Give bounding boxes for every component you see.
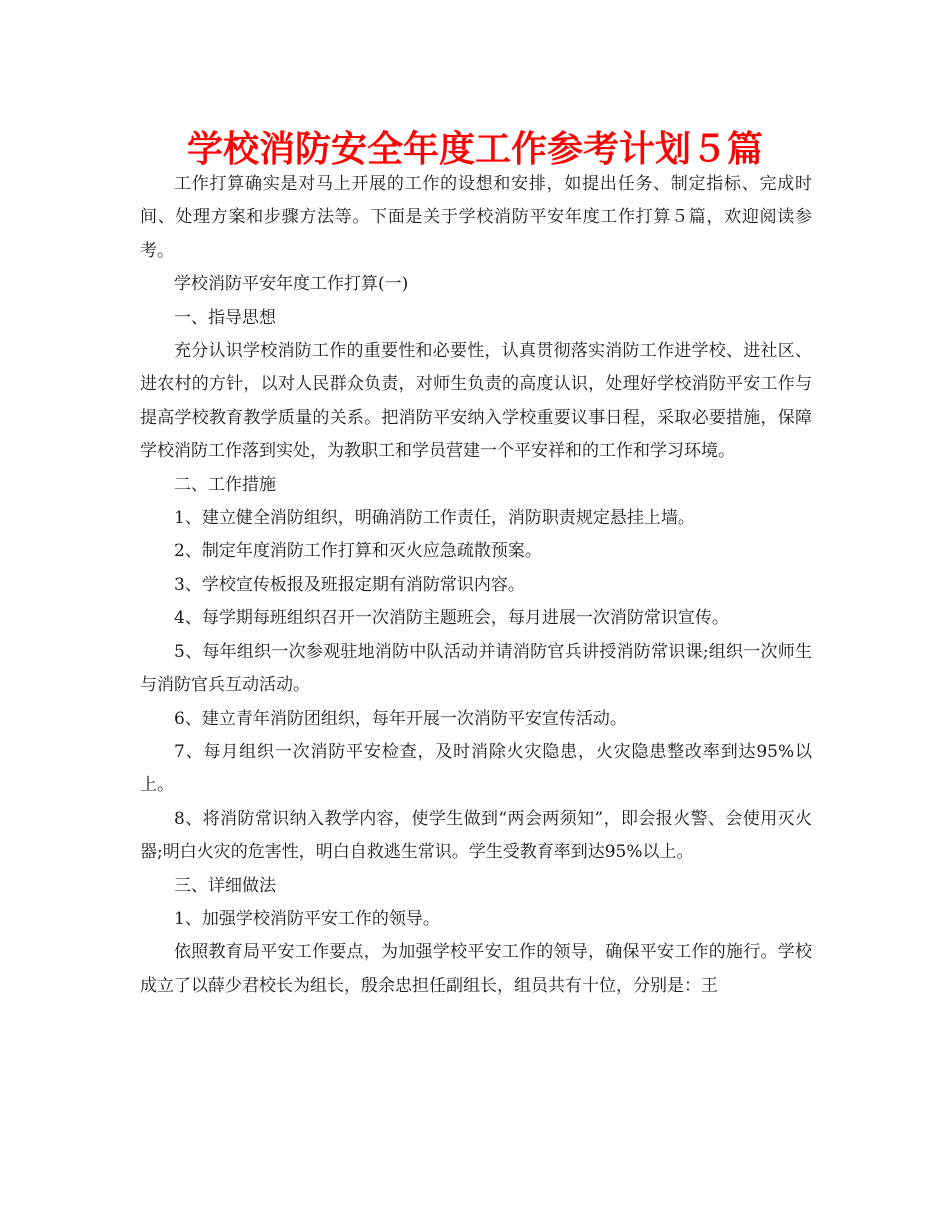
measure-item: 5、每年组织一次参观驻地消防中队活动并请消防官兵讲授消防常识课;组织一次师生与消防官兵互动活动。	[140, 641, 812, 696]
measure-item: 2、制定年度消防工作打算和灭火应急疏散预案。	[174, 541, 542, 562]
method-item: 1、加强学校消防平安工作的领导。	[174, 908, 440, 929]
measure-item: 8、将消防常识纳入教学内容，使学生做到“两会两须知”，即会报火警、会使用灭火器;明白火灾的危害性，明白自救逃生常识。学生受教育率到达95%以上。	[140, 808, 812, 863]
section-heading-measures: 二、工作措施	[174, 474, 276, 495]
section-heading-detailed-methods: 三、详细做法	[174, 875, 276, 896]
section-heading-guiding-ideology: 一、指导思想	[174, 307, 276, 328]
paragraph-guiding-ideology: 充分认识学校消防工作的重要性和必要性，认真贯彻落实消防工作进学校、进社区、进农村的方针，以对人民群众负责，对师生负责的高度认识，处理好学校消防平安工作与提高学校教育教学质量的关系。把消防平安纳入学校重要议事日程，采取必要措施，保障学校消防工作落到实处，为教职工和学员营建一个平安祥和的工作和学习环境。	[140, 341, 812, 462]
measure-item: 4、每学期每班组织召开一次消防主题班会，每月进展一次消防常识宣传。	[174, 608, 729, 629]
paragraph-plan-heading: 学校消防平安年度工作打算(一)	[174, 274, 409, 295]
measure-item: 1、建立健全消防组织，明确消防工作责任，消防职责规定悬挂上墙。	[174, 508, 695, 529]
document-body	[140, 168, 812, 1003]
document-title: 学校消防安全年度工作参考计划５篇	[186, 129, 763, 170]
paragraph-leadership: 依照教育局平安工作要点，为加强学校平安工作的领导，确保平安工作的施行。学校成立了以薛少君校长为组长，殷余忠担任副组长，组员共有十位，分别是：王	[140, 942, 812, 996]
measure-item: 6、建立青年消防团组织，每年开展一次消防平安宣传活动。	[174, 708, 627, 729]
paragraph-intro: 工作打算确实是对马上开展的工作的设想和安排，如提出任务、制定指标、完成时间、处理方案和步骤方法等。下面是关于学校消防平安年度工作打算５篇，欢迎阅读参考。	[140, 174, 812, 261]
measure-item: 7、每月组织一次消防平安检查，及时消除火灾隐患，火灾隐患整改率到达95%以上。	[140, 741, 812, 796]
measure-item: 3、学校宣传板报及班报定期有消防常识内容。	[174, 574, 525, 595]
